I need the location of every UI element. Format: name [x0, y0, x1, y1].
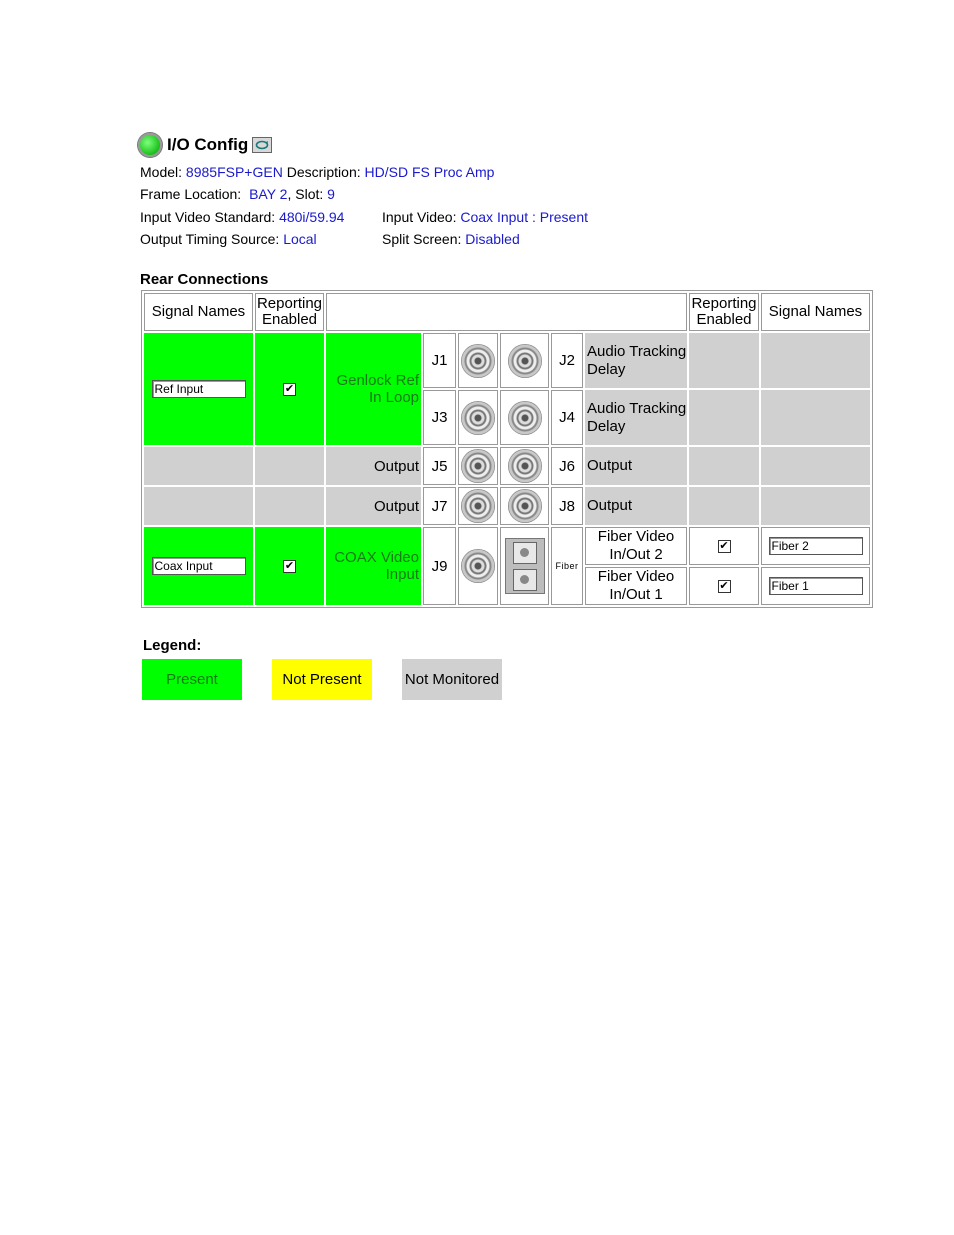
fiber-connector-icon: [505, 538, 545, 594]
jack-j8-label: J8: [551, 487, 583, 525]
jack-j4-label: J4: [551, 390, 583, 445]
coax-input-cell: [144, 527, 253, 605]
legend-not-monitored: Not Monitored: [402, 659, 502, 700]
jack-j5-label: J5: [423, 447, 456, 485]
j5-signal-name-cell: [144, 447, 253, 485]
split-screen-line: Split Screen: Disabled: [382, 231, 520, 247]
coax-video-connector-label: COAX Video Input: [326, 527, 421, 605]
j6-output-label: Output: [585, 447, 687, 485]
bnc-connector-icon: [461, 489, 495, 523]
j6-reporting-cell: [689, 447, 759, 485]
output-timing-line: Output Timing Source: Local: [140, 231, 317, 247]
bnc-connector-icon: [461, 401, 495, 435]
jack-j2-label: J2: [551, 333, 583, 388]
bnc-connector-icon: [461, 449, 495, 483]
description-value: HD/SD FS Proc Amp: [364, 164, 495, 180]
j4-audio-delay-label: Audio Tracking Delay: [585, 390, 687, 445]
header-spacer: [326, 293, 687, 331]
j6-signal-name-cell: [761, 447, 870, 485]
j2-reporting-cell: [689, 333, 759, 388]
fiber1-signal-name-cell: [761, 567, 870, 605]
fiber1-reporting-cell: [689, 567, 759, 605]
jack-j1-label: J1: [423, 333, 456, 388]
header-signal-names-left: Signal Names: [144, 293, 253, 331]
j2-audio-delay-label: Audio Tracking Delay: [585, 333, 687, 388]
refresh-icon: [255, 140, 269, 150]
frame-location-line: Frame Location: BAY 2, Slot: 9: [140, 186, 335, 202]
j7-signal-name-cell: [144, 487, 253, 525]
bnc-connector-icon: [508, 344, 542, 378]
legend-present: Present: [142, 659, 242, 700]
header-signal-names-right: Signal Names: [761, 293, 870, 331]
ref-input-cell: [144, 333, 253, 445]
fiber-port-icon: [513, 542, 537, 564]
ref-input-field[interactable]: [152, 380, 246, 398]
j7-output-label: Output: [326, 487, 421, 525]
bnc-connector-icon: [461, 344, 495, 378]
fiber-port-icon: [513, 569, 537, 591]
bnc-connector-icon: [508, 401, 542, 435]
fiber2-reporting-checkbox[interactable]: ✔: [719, 539, 729, 552]
fiber2-label: Fiber Video In/Out 2: [585, 527, 687, 565]
model-line: Model: 8985FSP+GEN Description: HD/SD FS Proc Amp: [140, 164, 495, 180]
ref-reporting-checkbox[interactable]: ✔: [284, 382, 295, 395]
bnc-connector-icon: [461, 549, 495, 583]
rear-connections-table: [141, 290, 873, 608]
slot-value: 9: [327, 186, 335, 202]
split-screen-value: Disabled: [465, 231, 520, 247]
j7-reporting-cell: [255, 487, 324, 525]
fiber2-signal-name-cell: [761, 527, 870, 565]
genlock-connector-label: Genlock Ref In Loop: [326, 333, 421, 445]
jack-j3-label: J3: [423, 390, 456, 445]
jack-j6-label: J6: [551, 447, 583, 485]
input-video-value: Coax Input : Present: [460, 209, 589, 225]
model-value: 8985FSP+GEN: [185, 164, 283, 180]
coax-input-field[interactable]: [152, 557, 246, 575]
j8-output-label: Output: [585, 487, 687, 525]
jack-j7-label: J7: [423, 487, 456, 525]
refresh-button[interactable]: [252, 137, 272, 153]
output-timing-value: Local: [283, 231, 317, 247]
j4-reporting-cell: [689, 390, 759, 445]
ref-reporting-cell: [255, 333, 324, 445]
header-reporting-enabled-right: Reporting Enabled: [689, 293, 759, 331]
page-header: [138, 132, 272, 158]
j8-signal-name-cell: [761, 487, 870, 525]
j2-signal-name-cell: [761, 333, 870, 388]
jack-j9-label: J9: [423, 527, 456, 605]
rear-connections-title: Rear Connections: [140, 271, 269, 288]
legend-not-present: Not Present: [272, 659, 372, 700]
bnc-connector-icon: [508, 489, 542, 523]
j5-output-label: Output: [326, 447, 421, 485]
fiber2-input-field[interactable]: [769, 537, 863, 555]
fiber2-reporting-cell: [689, 527, 759, 565]
fiber1-label: Fiber Video In/Out 1: [585, 567, 687, 605]
input-standard-line: Input Video Standard: 480i/59.94: [140, 209, 345, 225]
j5-reporting-cell: [255, 447, 324, 485]
coax-reporting-cell: [255, 527, 324, 605]
coax-reporting-checkbox[interactable]: ✔: [284, 559, 295, 572]
j8-reporting-cell: [689, 487, 759, 525]
frame-location-link[interactable]: BAY 2: [249, 186, 288, 202]
page-title: I/O Config: [167, 135, 249, 154]
j4-signal-name-cell: [761, 390, 870, 445]
fiber1-input-field[interactable]: [769, 577, 863, 595]
header-reporting-enabled-left: Reporting Enabled: [255, 293, 324, 331]
input-standard-value: 480i/59.94: [279, 209, 345, 225]
bnc-connector-icon: [508, 449, 542, 483]
status-indicator-icon: [138, 133, 162, 157]
input-video-line: Input Video: Coax Input : Present: [382, 209, 589, 225]
fiber1-reporting-checkbox[interactable]: ✔: [719, 579, 729, 592]
fiber-label: Fiber: [551, 527, 583, 605]
legend-title: Legend:: [143, 637, 202, 654]
